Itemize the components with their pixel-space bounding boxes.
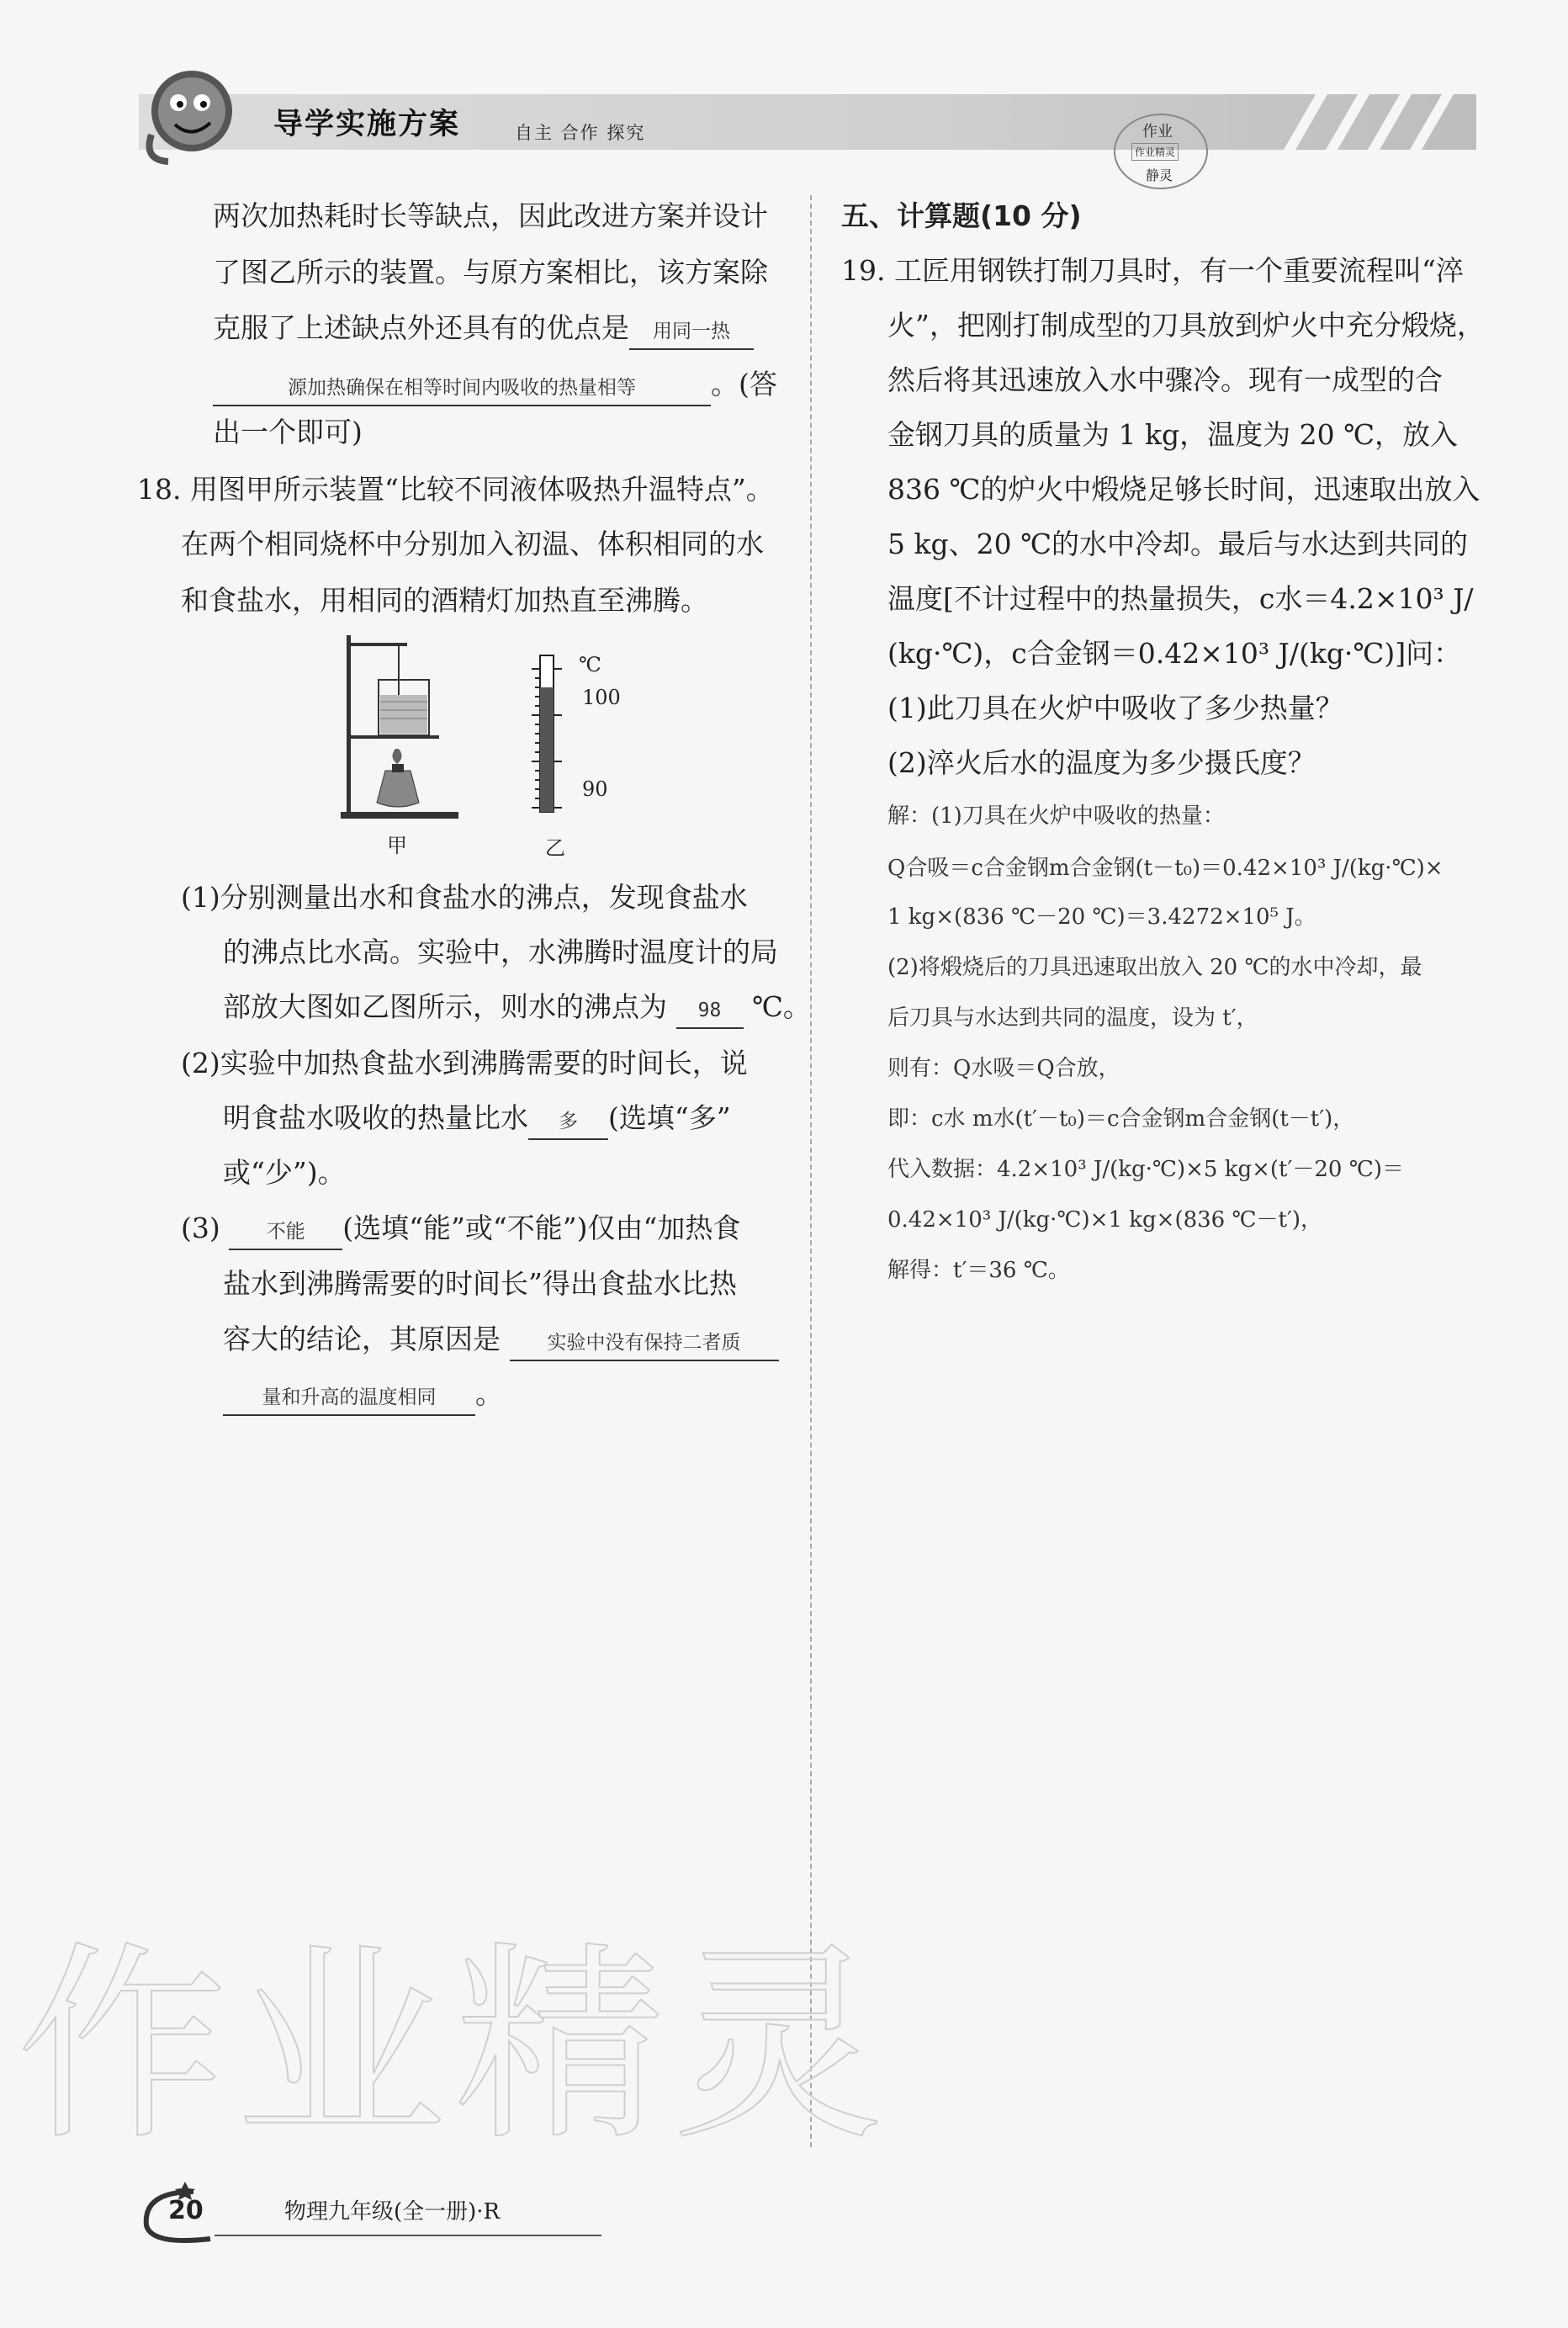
- q18-line3: 和食盐水，用相同的酒精灯加热直至沸腾。: [181, 584, 708, 617]
- q17-line3: 克服了上述缺点外还具有的优点是 用同一热: [213, 301, 754, 355]
- header-title: 导学实施方案: [273, 108, 461, 141]
- stamp-top: 作业: [1142, 123, 1173, 141]
- column-divider: [810, 195, 812, 2147]
- q19-line5: 836 ℃的炉火中煅烧足够长时间，迅速取出放入: [887, 473, 1481, 506]
- q19-line4: 金钢刀具的质量为 1 kg，温度为 20 ℃，放入: [887, 418, 1458, 451]
- q18-p2-line3: 或“少”)。: [223, 1156, 346, 1189]
- footer-book-title: 物理九年级(全一册)·R: [284, 2199, 501, 2225]
- q18-p1-line1: (1)分别测量出水和食盐水的沸点，发现食盐水: [181, 881, 748, 914]
- q19-subquestion2: (2)淬火后水的温度为多少摄氏度？: [887, 746, 1316, 779]
- q18-p3-line3: 容大的结论，其原因是 实验中没有保持二者质: [223, 1312, 779, 1366]
- q19-line6: 5 kg、20 ℃的水中冷却。最后与水达到共同的: [887, 528, 1469, 560]
- figure-label-yi: 乙: [545, 836, 565, 860]
- solution-line6: 则有：Q水吸＝Q合放，: [887, 1056, 1120, 1081]
- q18-p3-line4: 量和升高的温度相同 。: [223, 1367, 503, 1421]
- q18-line2: 在两个相同烧杯中分别加入初温、体积相同的水: [181, 528, 764, 560]
- solution-line10: 解得：t′＝36 ℃。: [887, 1258, 1070, 1283]
- q19-line3: 然后将其迅速放入水中骤冷。现有一成型的合: [887, 363, 1443, 396]
- q18-p3-line1: (3) 不能 (选填“能”或“不能”)仅由“加热食: [181, 1201, 740, 1255]
- solution-line1: 解：(1)刀具在火炉中吸收的热量：: [887, 803, 1225, 829]
- q19-line1: 19. 工匠用钢铁打制刀具时，有一个重要流程叫“淬: [841, 254, 1464, 287]
- q19-line7: 温度[不计过程中的热量损失，c水＝4.2×10³ J/: [887, 582, 1474, 615]
- q17-line4: 源加热确保在相等时间内吸收的热量相等 。(答: [213, 358, 777, 411]
- solution-line5: 后刀具与水达到共同的温度，设为 t′，: [887, 1005, 1258, 1031]
- solution-line7: 即：c水 m水(t′－t₀)＝c合金钢m合金钢(t－t′)，: [887, 1106, 1355, 1132]
- solution-line9: 0.42×10³ J/(kg·℃)×1 kg×(836 ℃－t′)，: [887, 1207, 1323, 1233]
- stamp-mid: 作业精灵: [1131, 143, 1179, 161]
- page-number: 20: [168, 2196, 204, 2225]
- q19-subquestion1: (1)此刀具在火炉中吸收了多少热量？: [887, 692, 1343, 724]
- solution-line8: 代入数据：4.2×10³ J/(kg·℃)×5 kg×(t′－20 ℃)＝: [887, 1157, 1404, 1182]
- stamp-bottom: 静灵: [1146, 167, 1173, 183]
- q18-p2-line1: (2)实验中加热食盐水到沸腾需要的时间长，说: [181, 1047, 748, 1079]
- q18-p1-answer: 98: [676, 994, 744, 1029]
- q19-line8: (kg·℃)，c合金钢＝0.42×10³ J/(kg·℃)]问：: [887, 637, 1462, 670]
- q18-p1-line3: 部放大图如乙图所示，则水的沸点为 98 ℃。: [223, 980, 811, 1034]
- q18-p3-reason-a: 实验中没有保持二者质: [510, 1326, 779, 1361]
- solution-line3: 1 kg×(836 ℃－20 ℃)＝3.4272×10⁵ J。: [887, 904, 1316, 930]
- q17-answer-a: 用同一热: [629, 315, 754, 350]
- q17-answer-b: 源加热确保在相等时间内吸收的热量相等: [213, 371, 711, 406]
- q18-line1: 18. 用图甲所示装置“比较不同液体吸热升温特点”。: [137, 473, 774, 506]
- q18-p3-line2: 盐水到沸腾需要的时间长”得出食盐水比热: [223, 1267, 737, 1300]
- q17-line2: 了图乙所示的装置。与原方案相比，该方案除: [213, 256, 768, 289]
- figure-apparatus: [336, 631, 463, 825]
- q18-p1-line2: 的沸点比水高。实验中，水沸腾时温度计的局: [223, 936, 778, 968]
- q19-line2: 火”，把刚打制成型的刀具放到炉火中充分煅烧，: [887, 309, 1485, 342]
- tick-90: 90: [582, 777, 608, 801]
- footer-rule: [215, 2235, 601, 2236]
- watermark: 作业精灵: [17, 1923, 892, 2168]
- q17-line5: 出一个即可): [213, 416, 363, 448]
- q18-p2-answer: 多: [528, 1105, 608, 1140]
- solution-line2: Q合吸＝c合金钢m合金钢(t－t₀)＝0.42×10³ J/(kg·℃)×: [887, 856, 1444, 881]
- q17-line1: 两次加热耗时长等缺点，因此改进方案并设计: [213, 199, 768, 232]
- solution-line4: (2)将煅烧后的刀具迅速取出放入 20 ℃的水中冷却，最: [887, 955, 1422, 980]
- tick-100: 100: [582, 686, 621, 709]
- figure-thermometer: [528, 652, 562, 816]
- thermometer-unit: ℃: [579, 653, 601, 676]
- header-subtitle: 自主 合作 探究: [515, 123, 646, 143]
- q18-p3-reason-b: 量和升高的温度相同: [223, 1381, 475, 1416]
- q18-p3-answer: 不能: [229, 1215, 342, 1250]
- section-heading: 五、计算题(10 分): [841, 199, 1082, 232]
- stamp-logo: [1110, 109, 1211, 194]
- mascot-icon: [135, 59, 244, 168]
- q18-p2-line2: 明食盐水吸收的热量比水 多 (选填“多”: [223, 1091, 731, 1145]
- figure-label-jia: 甲: [387, 834, 407, 857]
